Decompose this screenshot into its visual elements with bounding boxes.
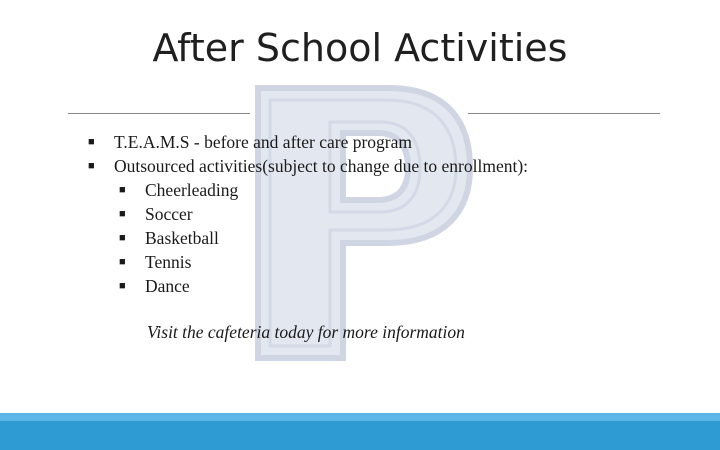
sub-bullet-item [119,274,528,298]
square-bullet-icon: ■ [119,232,126,244]
sub-bullet-text: Tennis [145,252,192,272]
info-note: Visit the cafeteria today for more information [147,322,465,342]
footer-accent-bar [0,413,720,450]
bullet-text: Outsourced activities(subject to change due to enrollment): [114,156,529,176]
title-divider-right [468,113,660,114]
sub-bullet-item [119,202,528,226]
square-bullet-icon: ■ [119,184,126,196]
square-bullet-icon: ■ [119,208,126,220]
square-bullet-icon: ■ [88,160,95,172]
sub-bullet-text: Cheerleading [145,180,239,200]
bullet-list [88,130,528,298]
title-divider-left [68,113,250,114]
bullet-text: T.E.A.M.S - before and after care program [114,132,413,152]
sub-bullet-list [114,178,528,298]
sub-bullet-item [119,178,528,202]
square-bullet-icon: ■ [119,280,126,292]
sub-bullet-item [119,226,528,250]
footer-accent-highlight [0,413,720,421]
sub-bullet-text: Dance [145,276,190,296]
square-bullet-icon: ■ [119,256,126,268]
bullet-item [88,130,528,154]
square-bullet-icon: ■ [88,136,95,148]
sub-bullet-item [119,250,528,274]
slide-title: After School Activities [152,26,568,70]
sub-bullet-text: Soccer [145,204,193,224]
sub-bullet-text: Basketball [145,228,219,248]
bullet-item [88,154,528,298]
